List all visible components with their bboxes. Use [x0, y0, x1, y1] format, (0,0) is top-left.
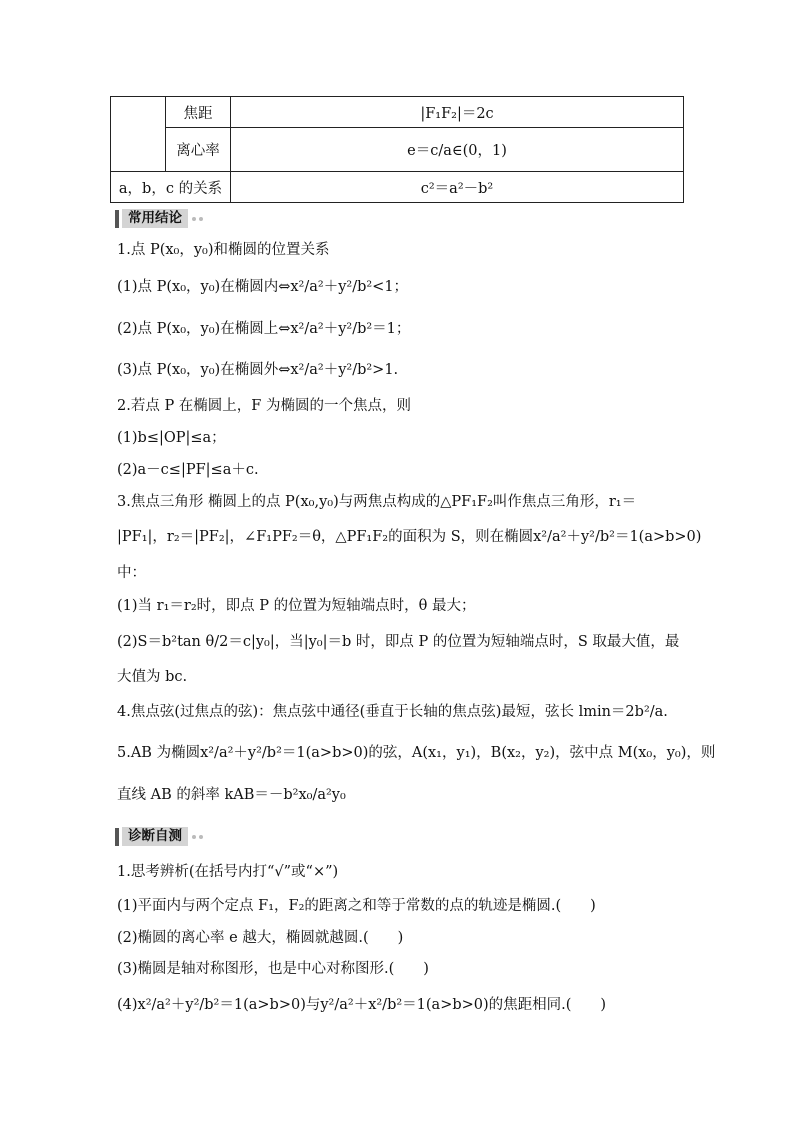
row-value: |F₁F₂|＝2c [231, 97, 684, 128]
decorative-dots [192, 835, 203, 839]
table-row [111, 97, 684, 128]
ellipse-properties-table [110, 96, 684, 203]
section-bar [115, 828, 119, 846]
conclusion-2-2: (2)a－c≤|PF|≤a＋c. [117, 462, 259, 478]
empty-cell [111, 97, 166, 172]
row-label: 离心率 [166, 128, 231, 172]
section-header-selftest [115, 827, 203, 846]
section-title: 诊断自测 [122, 827, 188, 846]
conclusion-3-line1: 3.焦点三角形 椭圆上的点 P(x₀,y₀)与两焦点构成的△PF₁F₂叫作焦点三角形，r₁＝ [117, 494, 637, 510]
row-label: a，b，c 的关系 [111, 172, 231, 203]
conclusion-3-1: (1)当 r₁＝r₂时，即点 P 的位置为短轴端点时，θ 最大； [117, 598, 476, 614]
conclusion-2-1: (1)b≤|OP|≤a； [117, 430, 226, 446]
conclusion-2: 2.若点 P 在椭圆上，F 为椭圆的一个焦点，则 [117, 398, 411, 414]
table-row [111, 172, 684, 203]
selftest-q1-3: (3)椭圆是轴对称图形，也是中心对称图形.( ) [117, 961, 429, 977]
conclusion-1: 1.点 P(x₀，y₀)和椭圆的位置关系 [117, 242, 330, 258]
row-label: 焦距 [166, 97, 231, 128]
selftest-q1: 1.思考辨析(在括号内打“√”或“×”) [117, 864, 339, 880]
selftest-q1-2: (2)椭圆的离心率 e 越大，椭圆就越圆.( ) [117, 930, 404, 946]
conclusion-3-line2: |PF₁|，r₂＝|PF₂|，∠F₁PF₂＝θ，△PF₁F₂的面积为 S，则在椭圆x²/a²＋y²/b²＝1(a>b>0) [117, 529, 702, 545]
selftest-q1-4: (4)x²/a²＋y²/b²＝1(a>b>0)与y²/a²＋x²/b²＝1(a>b>0)的焦距相同.( ) [117, 997, 607, 1013]
section-bar [115, 210, 119, 228]
row-value: e＝c/a∈(0，1) [231, 128, 684, 172]
conclusion-1-2: (2)点 P(x₀，y₀)在椭圆上⇔x²/a²＋y²/b²＝1； [117, 321, 411, 337]
section-header-conclusions [115, 209, 203, 228]
conclusion-1-1: (1)点 P(x₀，y₀)在椭圆内⇔x²/a²＋y²/b²<1； [117, 279, 409, 295]
section-title: 常用结论 [122, 209, 188, 228]
row-value: c²＝a²－b² [231, 172, 684, 203]
decorative-dots [192, 217, 203, 221]
conclusion-5-line1: 5.AB 为椭圆x²/a²＋y²/b²＝1(a>b>0)的弦，A(x₁，y₁)，B(x₂，y₂)，弦中点 M(x₀，y₀)，则 [117, 745, 716, 761]
conclusion-3-line3: 中： [117, 565, 146, 581]
conclusion-3-2-line2: 大值为 bc. [117, 669, 188, 685]
conclusion-3-2-line1: (2)S＝b²tan θ/2＝c|y₀|，当|y₀|＝b 时，即点 P 的位置为短轴端点时，S 取最大值，最 [117, 634, 680, 650]
table-row [111, 128, 684, 172]
conclusion-1-3: (3)点 P(x₀，y₀)在椭圆外⇔x²/a²＋y²/b²>1. [117, 362, 399, 378]
conclusion-4: 4.焦点弦(过焦点的弦)：焦点弦中通径(垂直于长轴的焦点弦)最短，弦长 lmin＝2b²/a. [117, 704, 668, 720]
selftest-q1-1: (1)平面内与两个定点 F₁，F₂的距离之和等于常数的点的轨迹是椭圆.( ) [117, 898, 596, 914]
conclusion-5-line2: 直线 AB 的斜率 kAB＝－b²x₀/a²y₀ [117, 787, 346, 803]
